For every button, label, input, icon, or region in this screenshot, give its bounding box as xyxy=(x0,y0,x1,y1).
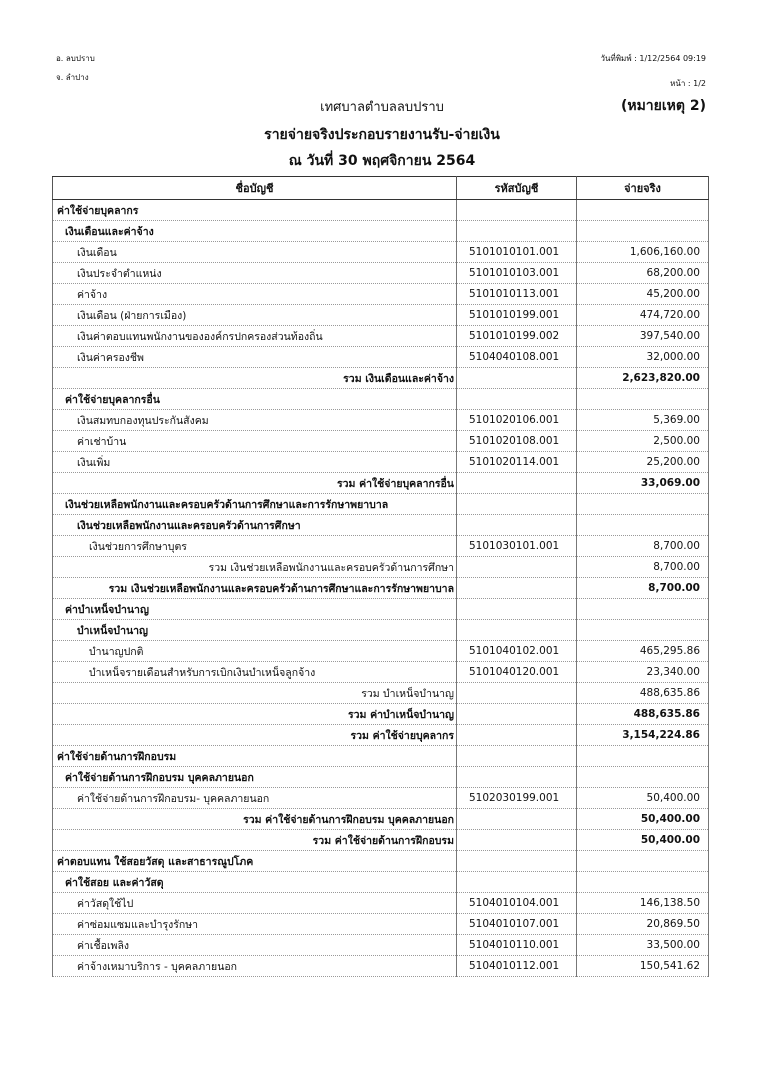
account-name-cell: บำเหน็จรายเดือนสำหรับการเบิกเงินบำเหน็จลูกจ้าง xyxy=(53,662,457,683)
amount-cell: 146,138.50 xyxy=(577,893,709,914)
total-label-cell: รวม ค่าใช้จ่ายบุคลากรอื่น xyxy=(53,473,457,494)
total-row xyxy=(53,557,709,578)
account-name-cell: เงินค่าตอบแทนพนักงานขององค์กรปกครองส่วนท้องถิ่น xyxy=(53,326,457,347)
table-row xyxy=(53,347,709,368)
group-name-cell: ค่าใช้สอย และค่าวัสดุ xyxy=(53,872,457,893)
table-row xyxy=(53,242,709,263)
table-row xyxy=(53,305,709,326)
amount-cell: 50,400.00 xyxy=(577,830,709,851)
account-code-cell xyxy=(457,851,577,872)
account-code-cell: 5101010103.001 xyxy=(457,263,577,284)
account-code-cell xyxy=(457,389,577,410)
total-label-cell: รวม ค่าใช้จ่ายด้านการฝึกอบรม xyxy=(53,830,457,851)
account-name-cell: บำนาญปกติ xyxy=(53,641,457,662)
amount-cell: 32,000.00 xyxy=(577,347,709,368)
total-row xyxy=(53,473,709,494)
account-code-cell xyxy=(457,767,577,788)
page-number: หน้า : 1/2 xyxy=(670,79,706,88)
amount-cell: 45,200.00 xyxy=(577,284,709,305)
column-header-account-code: รหัสบัญชี xyxy=(457,177,577,200)
group-name-cell: เงินเดือนและค่าจ้าง xyxy=(53,221,457,242)
table-row xyxy=(53,914,709,935)
amount-cell xyxy=(577,851,709,872)
amount-cell: 33,500.00 xyxy=(577,935,709,956)
amount-cell: 474,720.00 xyxy=(577,305,709,326)
account-name-cell: ค่าจ้างเหมาบริการ - บุคคลภายนอก xyxy=(53,956,457,977)
group-name-cell: ค่าใช้จ่ายบุคลากร xyxy=(53,200,457,221)
account-code-cell: 5104010107.001 xyxy=(457,914,577,935)
table-row xyxy=(53,452,709,473)
column-header-account-name: ชื่อบัญชี xyxy=(53,177,457,200)
total-label-cell: รวม ค่าบำเหน็จบำนาญ xyxy=(53,704,457,725)
total-row xyxy=(53,830,709,851)
amount-cell: 25,200.00 xyxy=(577,452,709,473)
account-code-cell: 5101010113.001 xyxy=(457,284,577,305)
total-label-cell: รวม ค่าใช้จ่ายด้านการฝึกอบรม บุคคลภายนอก xyxy=(53,809,457,830)
account-name-cell: เงินเพิ่ม xyxy=(53,452,457,473)
amount-cell: 33,069.00 xyxy=(577,473,709,494)
column-header-actual-paid: จ่ายจริง xyxy=(577,177,709,200)
group-name-cell: เงินช่วยเหลือพนักงานและครอบครัวด้านการศึกษา xyxy=(53,515,457,536)
group-header-row xyxy=(53,599,709,620)
amount-cell xyxy=(577,620,709,641)
account-name-cell: เงินเดือน xyxy=(53,242,457,263)
table-row xyxy=(53,326,709,347)
account-name-cell: เงินช่วยการศึกษาบุตร xyxy=(53,536,457,557)
account-name-cell: ค่าซ่อมแซมและบำรุงรักษา xyxy=(53,914,457,935)
amount-cell: 20,869.50 xyxy=(577,914,709,935)
total-row xyxy=(53,368,709,389)
account-code-cell: 5101010199.001 xyxy=(457,305,577,326)
account-code-cell: 5104040108.001 xyxy=(457,347,577,368)
account-code-cell: 5104010110.001 xyxy=(457,935,577,956)
amount-cell: 5,369.00 xyxy=(577,410,709,431)
amount-cell: 2,500.00 xyxy=(577,431,709,452)
report-date: ณ วันที่ 30 พฤศจิกายน 2564 xyxy=(288,153,476,169)
account-name-cell: ค่าเชื้อเพลิง xyxy=(53,935,457,956)
table-header-row xyxy=(53,177,709,200)
amount-cell xyxy=(577,494,709,515)
group-name-cell: ค่าบำเหน็จบำนาญ xyxy=(53,599,457,620)
amount-cell: 8,700.00 xyxy=(577,557,709,578)
table-row xyxy=(53,893,709,914)
group-name-cell: ค่าตอบแทน ใช้สอยวัสดุ และสาธารณูปโภค xyxy=(53,851,457,872)
group-header-row xyxy=(53,221,709,242)
amount-cell: 150,541.62 xyxy=(577,956,709,977)
account-name-cell: ค่าใช้จ่ายด้านการฝึกอบรม- บุคคลภายนอก xyxy=(53,788,457,809)
total-row xyxy=(53,683,709,704)
group-header-row xyxy=(53,746,709,767)
amount-cell xyxy=(577,767,709,788)
amount-cell: 8,700.00 xyxy=(577,578,709,599)
account-code-cell: 5101040102.001 xyxy=(457,641,577,662)
account-code-cell: 5101020114.001 xyxy=(457,452,577,473)
account-code-cell xyxy=(457,809,577,830)
account-name-cell: ค่าจ้าง xyxy=(53,284,457,305)
print-date: วันที่พิมพ์ : 1/12/2564 09:19 xyxy=(600,54,706,63)
group-name-cell: เงินช่วยเหลือพนักงานและครอบครัวด้านการศึกษาและการรักษาพยาบาล xyxy=(53,494,457,515)
group-header-row xyxy=(53,494,709,515)
group-name-cell: ค่าใช้จ่ายด้านการฝึกอบรม xyxy=(53,746,457,767)
amount-cell: 23,340.00 xyxy=(577,662,709,683)
group-header-row xyxy=(53,767,709,788)
district-label: อ. ลบปราบ xyxy=(56,54,95,63)
amount-cell xyxy=(577,200,709,221)
amount-cell xyxy=(577,746,709,767)
amount-cell: 2,623,820.00 xyxy=(577,368,709,389)
account-name-cell: เงินค่าครองชีพ xyxy=(53,347,457,368)
account-code-cell xyxy=(457,200,577,221)
amount-cell xyxy=(577,389,709,410)
account-code-cell xyxy=(457,599,577,620)
account-name-cell: เงินเดือน (ฝ่ายการเมือง) xyxy=(53,305,457,326)
account-code-cell xyxy=(457,746,577,767)
account-code-cell xyxy=(457,221,577,242)
account-code-cell xyxy=(457,683,577,704)
account-name-cell: ค่าวัสดุใช้ไป xyxy=(53,893,457,914)
account-code-cell: 5104010104.001 xyxy=(457,893,577,914)
account-code-cell xyxy=(457,872,577,893)
group-header-row xyxy=(53,389,709,410)
organization-name: เทศบาลตำบลลบปราบ xyxy=(320,100,444,115)
account-code-cell: 5101020108.001 xyxy=(457,431,577,452)
amount-cell xyxy=(577,515,709,536)
account-code-cell xyxy=(457,473,577,494)
amount-cell: 68,200.00 xyxy=(577,263,709,284)
total-row xyxy=(53,578,709,599)
group-name-cell: บำเหน็จบำนาญ xyxy=(53,620,457,641)
expense-table xyxy=(52,176,709,977)
amount-cell: 50,400.00 xyxy=(577,788,709,809)
amount-cell: 3,154,224.86 xyxy=(577,725,709,746)
account-code-cell xyxy=(457,515,577,536)
group-header-row xyxy=(53,515,709,536)
account-code-cell: 5101040120.001 xyxy=(457,662,577,683)
account-code-cell: 5101010101.001 xyxy=(457,242,577,263)
table-row xyxy=(53,662,709,683)
account-code-cell xyxy=(457,578,577,599)
total-row xyxy=(53,725,709,746)
group-name-cell: ค่าใช้จ่ายด้านการฝึกอบรม บุคคลภายนอก xyxy=(53,767,457,788)
account-code-cell xyxy=(457,368,577,389)
group-header-row xyxy=(53,200,709,221)
account-code-cell xyxy=(457,557,577,578)
table-row xyxy=(53,263,709,284)
account-code-cell xyxy=(457,620,577,641)
table-row xyxy=(53,410,709,431)
total-row xyxy=(53,704,709,725)
account-code-cell xyxy=(457,725,577,746)
total-label-cell: รวม เงินช่วยเหลือพนักงานและครอบครัวด้านการศึกษาและการรักษาพยาบาล xyxy=(53,578,457,599)
table-row xyxy=(53,935,709,956)
amount-cell: 465,295.86 xyxy=(577,641,709,662)
table-row xyxy=(53,956,709,977)
total-label-cell: รวม ค่าใช้จ่ายบุคลากร xyxy=(53,725,457,746)
table-row xyxy=(53,431,709,452)
account-code-cell: 5104010112.001 xyxy=(457,956,577,977)
account-code-cell xyxy=(457,704,577,725)
account-code-cell: 5101030101.001 xyxy=(457,536,577,557)
amount-cell xyxy=(577,872,709,893)
total-label-cell: รวม เงินช่วยเหลือพนักงานและครอบครัวด้านการศึกษา xyxy=(53,557,457,578)
amount-cell: 8,700.00 xyxy=(577,536,709,557)
note-label: (หมายเหตุ 2) xyxy=(620,98,706,114)
account-name-cell: เงินประจำตำแหน่ง xyxy=(53,263,457,284)
account-name-cell: ค่าเช่าบ้าน xyxy=(53,431,457,452)
amount-cell xyxy=(577,221,709,242)
account-code-cell: 5102030199.001 xyxy=(457,788,577,809)
account-name-cell: เงินสมทบกองทุนประกันสังคม xyxy=(53,410,457,431)
total-label-cell: รวม เงินเดือนและค่าจ้าง xyxy=(53,368,457,389)
group-header-row xyxy=(53,872,709,893)
report-title: รายจ่ายจริงประกอบรายงานรับ-จ่ายเงิน xyxy=(264,127,500,143)
amount-cell: 488,635.86 xyxy=(577,704,709,725)
table-row xyxy=(53,536,709,557)
group-header-row xyxy=(53,620,709,641)
table-row xyxy=(53,788,709,809)
group-header-row xyxy=(53,851,709,872)
amount-cell: 50,400.00 xyxy=(577,809,709,830)
amount-cell: 397,540.00 xyxy=(577,326,709,347)
amount-cell xyxy=(577,599,709,620)
account-code-cell xyxy=(457,494,577,515)
amount-cell: 1,606,160.00 xyxy=(577,242,709,263)
table-body xyxy=(53,200,709,977)
account-code-cell xyxy=(457,830,577,851)
total-row xyxy=(53,809,709,830)
amount-cell: 488,635.86 xyxy=(577,683,709,704)
table-row xyxy=(53,641,709,662)
province-label: จ. ลำปาง xyxy=(56,73,89,82)
account-code-cell: 5101010199.002 xyxy=(457,326,577,347)
account-code-cell: 5101020106.001 xyxy=(457,410,577,431)
table-row xyxy=(53,284,709,305)
total-label-cell: รวม บำเหน็จบำนาญ xyxy=(53,683,457,704)
group-name-cell: ค่าใช้จ่ายบุคลากรอื่น xyxy=(53,389,457,410)
